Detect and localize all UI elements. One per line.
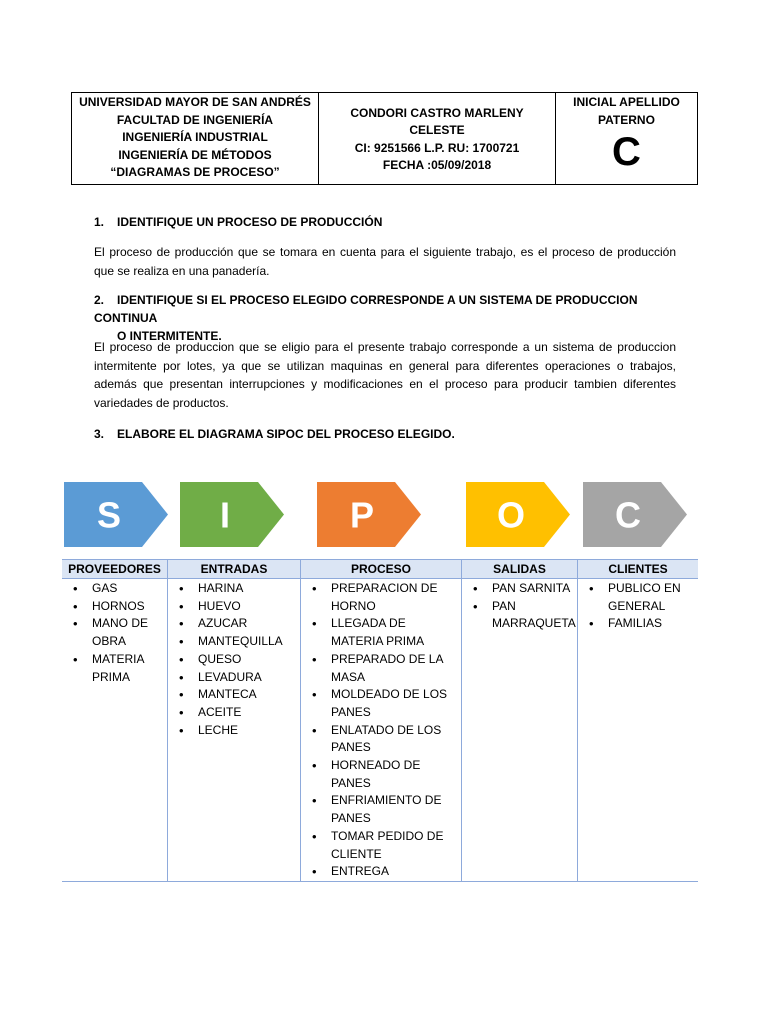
entradas-list xyxy=(172,580,296,739)
salidas-list xyxy=(466,580,576,633)
proceso-list xyxy=(305,580,457,881)
list-item: • MATERIA PRIMA xyxy=(66,651,163,686)
section-title: IDENTIFIQUE SI EL PROCESO ELEGIDO CORRESPONDE A UN SISTEMA DE PRODUCCION CONTINUA xyxy=(94,293,638,325)
header-salidas: SALIDAS xyxy=(462,560,578,579)
clientes-list xyxy=(582,580,694,633)
student-id: CI: 9251566 L.P. RU: 1700721 xyxy=(354,140,520,155)
entradas-cell xyxy=(168,579,301,882)
sipoc-body-row xyxy=(62,579,698,882)
proveedores-cell xyxy=(62,579,168,882)
list-item: • PUBLICO EN GENERAL xyxy=(582,580,694,615)
section-title-continuation: O INTERMITENTE. xyxy=(117,329,222,343)
arrow-shape xyxy=(180,482,284,547)
sipoc-arrow-s xyxy=(64,482,168,547)
sipoc-arrow-c xyxy=(583,482,687,547)
list-item: • PREPARACION DE HORNO xyxy=(305,580,457,615)
section-title: IDENTIFIQUE UN PROCESO DE PRODUCCIÓN xyxy=(117,215,383,229)
list-item: • AZUCAR xyxy=(172,615,296,633)
list-item: • ACEITE xyxy=(172,704,296,722)
arrow-letter: O xyxy=(496,494,526,536)
career-name: INGENIERÍA INDUSTRIAL xyxy=(122,130,268,144)
list-item: • HUEVO xyxy=(172,598,296,616)
list-item: • ENTREGA xyxy=(305,863,457,881)
initial-letter: C xyxy=(612,130,641,174)
clientes-cell xyxy=(578,579,699,882)
subject-name: INGENIERÍA DE MÉTODOS xyxy=(118,147,272,162)
document-date: FECHA :05/09/2018 xyxy=(382,158,492,172)
list-item: • QUESO xyxy=(172,651,296,669)
list-item: • PAN MARRAQUETA xyxy=(466,598,573,633)
list-item: • PAN SARNITA xyxy=(466,580,573,598)
list-item: • PREPARADO DE LA MASA xyxy=(305,651,457,686)
sipoc-arrow-p xyxy=(317,482,421,547)
assignment-title: “DIAGRAMAS DE PROCESO” xyxy=(110,165,280,179)
list-item: • MANTEQUILLA xyxy=(172,633,296,651)
header-proveedores: PROVEEDORES xyxy=(62,560,168,579)
faculty-name: FACULTAD DE INGENIERÍA xyxy=(116,112,274,127)
section-number: 3. xyxy=(94,427,105,441)
list-item: • GAS xyxy=(66,580,163,598)
list-item: • ENFRIAMIENTO DE PANES xyxy=(305,792,457,827)
list-item: • LEVADURA xyxy=(172,669,296,687)
sipoc-arrow-i xyxy=(180,482,284,547)
list-item: • FAMILIAS xyxy=(582,615,694,633)
salidas-cell xyxy=(462,579,578,882)
list-item: • ENLATADO DE LOS PANES xyxy=(305,722,457,757)
section-number: 2. xyxy=(94,293,105,307)
initial-label: INICIAL APELLIDO xyxy=(573,95,680,109)
section-number: 1. xyxy=(94,215,105,229)
list-item: • HORNEADO DE PANES xyxy=(305,757,457,792)
student-name: CONDORI CASTRO MARLENY CELESTE xyxy=(350,105,524,137)
list-item: • LECHE xyxy=(172,722,296,740)
list-item: • TOMAR PEDIDO DE CLIENTE xyxy=(305,828,457,863)
university-name: UNIVERSIDAD MAYOR DE SAN ANDRÉS xyxy=(79,95,311,109)
header-proceso: PROCESO xyxy=(301,560,462,579)
arrow-letter: I xyxy=(219,494,231,536)
header-entradas: ENTRADAS xyxy=(168,560,301,579)
list-item: • MANTECA xyxy=(172,686,296,704)
list-item: • HARINA xyxy=(172,580,296,598)
initial-label-2: PATERNO xyxy=(598,112,655,127)
section-title: ELABORE EL DIAGRAMA SIPOC DEL PROCESO ELEGIDO. xyxy=(117,427,455,441)
proceso-cell xyxy=(301,579,462,882)
list-item: • LLEGADA DE MATERIA PRIMA xyxy=(305,615,457,650)
section-2-body: El proceso de produccion que se eligio para el presente trabajo corresponde a un sistema de produccion intermitente por lotes, ya que se utilizan maquinas en general para diferentes operaciones o trabajos, además que presentan interrupciones y modificaciones en el proceso para producir tambien diferentes variedades de productos. xyxy=(94,340,676,410)
arrow-letter: S xyxy=(96,494,122,536)
section-1-body: El proceso de producción que se tomara en cuenta para el siguiente trabajo, es el proceso de producción que se realiza en una panadería. xyxy=(94,245,676,278)
sipoc-header-row xyxy=(62,560,698,579)
arrow-letter: P xyxy=(349,494,375,536)
list-item: • MOLDEADO DE LOS PANES xyxy=(305,686,457,721)
list-item: • MANO DE OBRA xyxy=(66,615,163,650)
list-item: • HORNOS xyxy=(66,598,163,616)
proveedores-list xyxy=(66,580,163,686)
sipoc-arrow-o xyxy=(466,482,570,547)
arrow-letter: C xyxy=(615,494,641,536)
header-clientes: CLIENTES xyxy=(578,560,699,579)
sipoc-table xyxy=(62,559,698,882)
